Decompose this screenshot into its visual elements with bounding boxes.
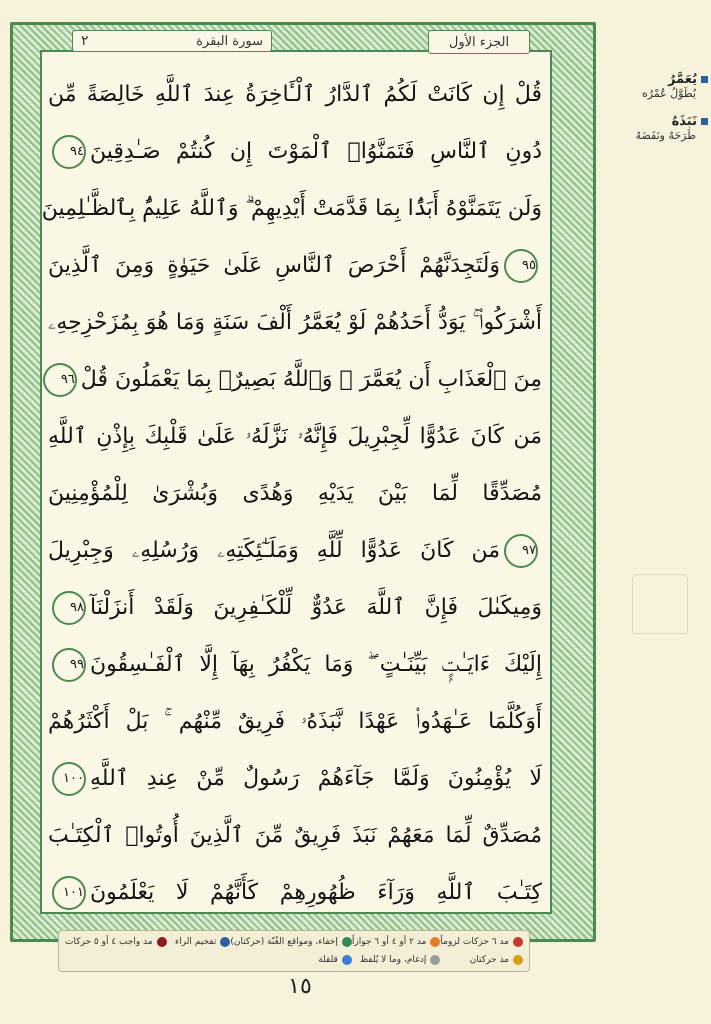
text-line xyxy=(48,237,542,294)
square-bullet-icon xyxy=(701,118,708,125)
vocab-word xyxy=(600,114,708,129)
vocab-note xyxy=(600,114,708,142)
page-number: ١٥ xyxy=(288,974,312,999)
text-line xyxy=(48,351,542,408)
line-text: مَن كَانَ عَدُوًّا لِّلَّهِ وَمَلَـٰٓئِكَتِهِۦ وَرُسُلِهِۦ وَجِبْرِيلَ xyxy=(48,538,500,563)
line-text: أَوَكُلَّمَا عَـٰهَدُوا۟ عَهْدًا نَّبَذَهُۥ فَرِيقٌ مِّنْهُم ۚ بَلْ أَكْثَرُهُمْ xyxy=(48,709,542,734)
color-dot-icon xyxy=(342,955,352,965)
juz-label xyxy=(428,30,530,54)
legend-item xyxy=(230,951,352,969)
line-text: وَلَن يَتَمَنَّوْهُ أَبَدًۢا بِمَا قَدَّمَتْ أَيْدِيهِمْ ۗ وَٱللَّهُ عَلِيمٌۢ بِٱلظَّـٰلِمِينَ xyxy=(41,196,542,221)
line-text: كِتَـٰبَ ٱللَّهِ وَرَآءَ ظُهُورِهِمْ كَأَنَّهُمْ لَا يَعْلَمُونَ xyxy=(90,880,542,905)
text-line xyxy=(48,636,542,693)
ayah-marker: ١٠١ xyxy=(52,876,86,910)
surah-header xyxy=(72,30,272,52)
surah-title: سورة البقرة xyxy=(196,33,263,49)
text-line xyxy=(48,579,542,636)
legend-label: مد ٢ أو ٤ أو ٦ جوازاً xyxy=(351,937,427,947)
quran-text xyxy=(41,66,542,921)
margin-ornament xyxy=(632,574,688,634)
legend-item xyxy=(352,951,441,969)
legend-label: مد ٦ حركات لزوماً xyxy=(440,937,509,947)
ayah-marker: ٩٤ xyxy=(52,135,86,169)
text-line xyxy=(48,864,542,921)
side-notes xyxy=(600,72,708,156)
tajweed-legend xyxy=(58,930,530,972)
legend-label: إدغام، وما لا يُلفظ xyxy=(359,955,427,965)
text-line xyxy=(48,465,542,522)
text-line xyxy=(48,294,542,351)
ayah-marker: ٩٧ xyxy=(504,534,538,568)
legend-item xyxy=(440,951,523,969)
text-line xyxy=(41,180,542,237)
text-line xyxy=(48,66,542,123)
line-text: مَن كَانَ عَدُوًّا لِّجِبْرِيلَ فَإِنَّهُۥ نَزَّلَهُۥ عَلَىٰ قَلْبِكَ بِإِذْنِ ٱللَّهِ xyxy=(48,424,542,449)
square-bullet-icon xyxy=(701,76,708,83)
vocab-word xyxy=(600,72,708,87)
legend-item xyxy=(167,933,231,951)
line-text: قُلْ إِن كَانَتْ لَكُمُ ٱلدَّارُ ٱلْـَٔاخِرَةُ عِندَ ٱللَّهِ خَالِصَةً مِّن xyxy=(48,82,542,107)
ayah-marker: ١٠٠ xyxy=(52,762,86,796)
legend-item xyxy=(352,933,441,951)
line-text: أَشْرَكُوا۟ ۚ يَوَدُّ أَحَدُهُمْ لَوْ يُعَمَّرُ أَلْفَ سَنَةٍ وَمَا هُوَ بِمُزَحْزِحِهِۦ xyxy=(48,310,542,335)
color-dot-icon xyxy=(513,937,523,947)
text-line xyxy=(48,123,542,180)
legend-item xyxy=(230,933,352,951)
text-line xyxy=(48,807,542,864)
vocab-note xyxy=(600,72,708,100)
legend-label: قلقلة xyxy=(318,955,338,965)
text-line xyxy=(48,408,542,465)
legend-label: مد واجب ٤ أو ٥ حركات xyxy=(65,937,153,947)
ayah-marker: ٩٩ xyxy=(52,648,86,682)
surah-number: ٢ xyxy=(81,33,89,49)
line-text: وَلَتَجِدَنَّهُمْ أَحْرَصَ ٱلنَّاسِ عَلَىٰ حَيَوٰةٍ وَمِنَ ٱلَّذِينَ xyxy=(48,253,500,278)
text-line xyxy=(48,693,542,750)
vocab-definition: يُطَوَّلُ عُمْرُه xyxy=(641,87,696,100)
line-text: دُونِ ٱلنَّاسِ فَتَمَنَّوُا۟ ٱلْمَوْتَ إِن كُنتُمْ صَـٰدِقِينَ xyxy=(90,139,542,164)
line-text: وَمِيكَىٰلَ فَإِنَّ ٱللَّهَ عَدُوٌّ لِّلْكَـٰفِرِينَ وَلَقَدْ أَنزَلْنَآ xyxy=(90,595,542,620)
color-dot-icon xyxy=(220,937,230,947)
color-dot-icon xyxy=(157,937,167,947)
vocab-word-text: نَبَذَهُ xyxy=(671,114,697,129)
vocab-definition: طَرَحَهُ ونَقَضَهُ xyxy=(635,129,696,142)
legend-item xyxy=(440,933,523,951)
ayah-marker: ٩٥ xyxy=(504,249,538,283)
ayah-marker: ٩٦ xyxy=(43,363,77,397)
line-text: مُصَدِّقٌ لِّمَا مَعَهُمْ نَبَذَ فَرِيقٌ مِّنَ ٱلَّذِينَ أُوتُوا۟ ٱلْكِتَـٰبَ xyxy=(48,823,542,848)
legend-label: إخفاء، ومواقع الغُنّة (حركتان) xyxy=(230,937,338,947)
text-line xyxy=(48,750,542,807)
juz-title: الجزء الأول xyxy=(448,34,510,50)
color-dot-icon xyxy=(430,955,440,965)
color-dot-icon xyxy=(430,937,440,947)
legend-item xyxy=(65,933,167,951)
color-dot-icon xyxy=(513,955,523,965)
ayah-marker: ٩٨ xyxy=(52,591,86,625)
legend-label: تفخيم الراء xyxy=(174,937,217,947)
line-text: لَا يُؤْمِنُونَ وَلَمَّا جَآءَهُمْ رَسُولٌ مِّنْ عِندِ ٱللَّهِ xyxy=(90,766,542,791)
line-text: مُصَدِّقًا لِّمَا بَيْنَ يَدَيْهِ وَهُدًى وَبُشْرَىٰ لِلْمُؤْمِنِينَ xyxy=(48,481,542,506)
line-text: مِنَ ٱلْعَذَابِ أَن يُعَمَّرَ ۗ وَٱللَّهُ بَصِيرٌۢ بِمَا يَعْمَلُونَ قُلْ xyxy=(80,367,542,392)
line-text: إِلَيْكَ ءَايَـٰتٍۭ بَيِّنَـٰتٍ ۖ وَمَا يَكْفُرُ بِهَآ إِلَّا ٱلْفَـٰسِقُونَ xyxy=(90,652,542,677)
legend-label: مد حركتان xyxy=(469,955,509,965)
vocab-word-text: يُعَمَّرُ xyxy=(667,72,697,87)
color-dot-icon xyxy=(342,937,352,947)
text-line xyxy=(48,522,542,579)
